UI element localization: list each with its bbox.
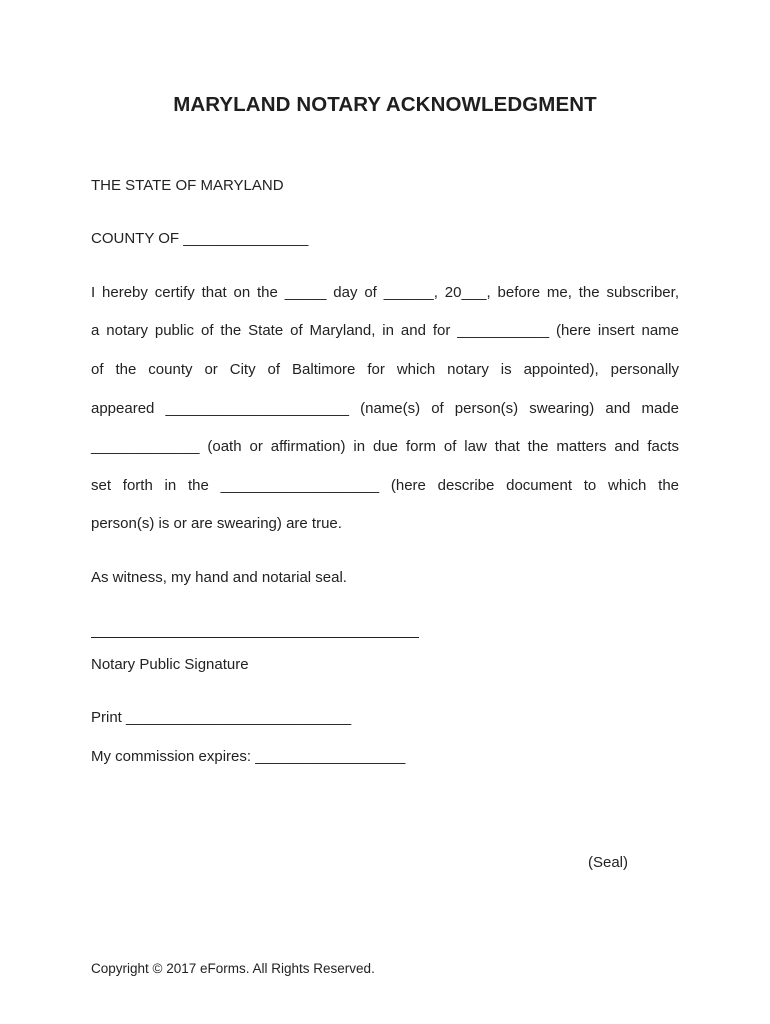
body-line-7: person(s) is or are swearing) are true. — [91, 515, 342, 532]
document-title: MARYLAND NOTARY ACKNOWLEDGMENT — [173, 93, 597, 116]
witness-line: As witness, my hand and notarial seal. — [91, 569, 347, 586]
body-line-5: _____________ (oath or affirmation) in due form of law that the matters and facts — [91, 438, 679, 455]
seal-label: (Seal) — [588, 854, 629, 871]
body-line-2: a notary public of the State of Maryland, in and for ___________ (here insert name — [91, 322, 679, 339]
state-line: THE STATE OF MARYLAND — [91, 177, 284, 194]
body-line-1: I hereby certify that on the _____ day of ______, 20___, before me, the subscriber, — [91, 284, 679, 301]
body-line-6: set forth in the ___________________ (here describe document to which the — [91, 477, 679, 494]
copyright-footer: Copyright © 2017 eForms. All Rights Reserved. — [91, 961, 375, 976]
signature-line — [91, 637, 419, 638]
commission-line: My commission expires: __________________ — [91, 748, 406, 765]
signature-label: Notary Public Signature — [91, 656, 249, 673]
body-line-4: appeared ______________________ (name(s) of person(s) swearing) and made — [91, 400, 679, 417]
county-line: COUNTY OF _______________ — [91, 230, 309, 247]
print-line: Print ___________________________ — [91, 709, 352, 726]
body-line-3: of the county or City of Baltimore for which notary is appointed), personally — [91, 361, 679, 378]
